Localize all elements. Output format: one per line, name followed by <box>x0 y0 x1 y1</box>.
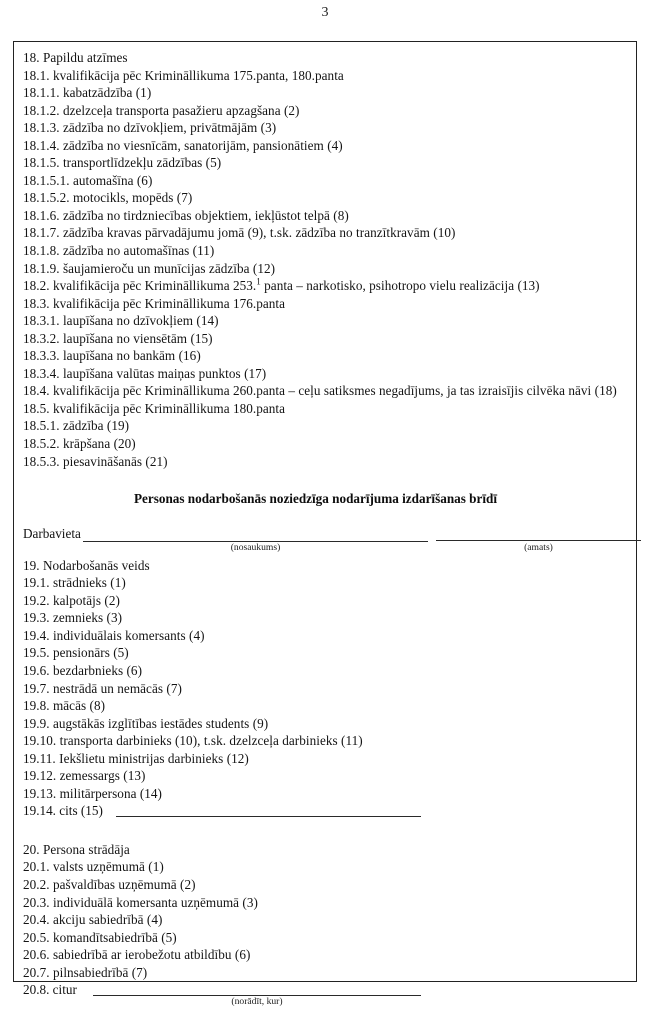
section-20-other-caption: (norādīt, kur) <box>231 996 283 1008</box>
workplace-name-caption: (nosaukums) <box>230 541 281 553</box>
list-item: 19.1. strādnieks (1) <box>23 575 126 591</box>
list-item: 18.1.5.2. motocikls, mopēds (7) <box>23 190 193 206</box>
list-item: 20.6. sabiedrībā ar ierobežotu atbildību (6) <box>23 947 251 963</box>
workplace-position-caption: (amats) <box>524 541 553 553</box>
form-content <box>14 42 636 1011</box>
section-19-title: 19. Nodarbošanās veids <box>23 557 150 573</box>
workplace-field-row <box>23 525 628 557</box>
list-item: 18.1.3. zādzība no dzīvokļiem, privātmājām (3) <box>23 120 277 136</box>
section-20-other-row <box>23 981 628 1011</box>
list-item: 18.1.9. šaujamieroču un munīcijas zādzība (12) <box>23 260 276 276</box>
page-number: 3 <box>321 5 329 20</box>
list-item: 18.5.2. krāpšana (20) <box>23 436 136 452</box>
list-item: 18.5. kvalifikācija pēc Krimināllikuma 180.panta <box>23 400 286 416</box>
section-19 <box>23 557 628 820</box>
section-20 <box>23 841 628 1011</box>
list-item: 19.13. militārpersona (14) <box>23 785 163 801</box>
list-item: 18.1.6. zādzība no tirdzniecības objektiem, iekļūstot telpā (8) <box>23 207 349 223</box>
list-item: 20.4. akciju sabiedrībā (4) <box>23 912 163 928</box>
list-item: 19.6. bezdarbnieks (6) <box>23 662 143 678</box>
list-item: 18.1.5.1. automašīna (6) <box>23 172 153 188</box>
list-item: 18.3. kvalifikācija pēc Krimināllikuma 176.panta <box>23 295 286 311</box>
list-item: 19.9. augstākās izglītības iestādes students (9) <box>23 715 269 731</box>
list-item: 18.1.5. transportlīdzekļu zādzības (5) <box>23 155 222 171</box>
list-item-suffix: panta – narkotisko, psihotropo vielu realizācija (13) <box>260 278 540 294</box>
section-spacer <box>23 820 628 841</box>
list-item: 19.2. kalpotājs (2) <box>23 592 120 608</box>
section-20-other-label: 20.8. citur <box>23 982 77 998</box>
list-item: 19.4. individuālais komersants (4) <box>23 627 205 643</box>
section-19-other-label: 19.14. cits (15) <box>23 803 103 819</box>
list-item: 18.1.4. zādzība no viesnīcām, sanatorijām, pansionātiem (4) <box>23 137 343 153</box>
list-item: 20.7. pilnsabiedrībā (7) <box>23 964 148 980</box>
list-item: 18.3.3. laupīšana no bankām (16) <box>23 348 201 364</box>
list-item: 20.1. valsts uzņēmumā (1) <box>23 859 164 875</box>
list-item: 18.1.7. zādzība kravas pārvadājumu jomā (9), t.sk. zādzība no tranzītkravām (10) <box>23 225 456 241</box>
list-item-18-2 <box>23 277 628 295</box>
list-item: 19.7. nestrādā un nemācās (7) <box>23 680 182 696</box>
list-item: 19.11. Iekšlietu ministrijas darbinieks (12) <box>23 750 249 766</box>
list-item: 18.1.8. zādzība no automašīnas (11) <box>23 243 215 259</box>
list-item: 19.3. zemnieks (3) <box>23 610 123 626</box>
section-18 <box>23 49 628 470</box>
section-20-title: 20. Persona strādāja <box>23 841 130 857</box>
list-item: 20.5. komandītsabiedrībā (5) <box>23 929 177 945</box>
list-item: 18.5.1. zādzība (19) <box>23 418 130 434</box>
form-frame <box>13 41 637 1008</box>
list-item: 18.5.3. piesavināšanās (21) <box>23 453 168 469</box>
list-item: 20.2. pašvaldības uzņēmumā (2) <box>23 876 196 892</box>
workplace-position-input-rule[interactable] <box>436 540 641 541</box>
list-item: 19.5. pensionārs (5) <box>23 645 129 661</box>
list-item-18-4: 18.4. kvalifikācija pēc Krimināllikuma 260.panta – ceļu satiksmes negadījums, ja tas izraisījis cilvēka nāvi (18) <box>23 383 617 399</box>
list-item: 18. Papildu atzīmes <box>23 50 128 65</box>
list-item: 18.1.2. dzelzceļa transporta pasažieru apzagšana (2) <box>23 102 300 118</box>
list-item: 18.3.2. laupīšana no viensētām (15) <box>23 330 213 346</box>
footnote-marker: 1 <box>256 276 261 287</box>
workplace-label: Darbavieta <box>23 525 81 541</box>
section-19-other-input-rule[interactable] <box>116 816 421 817</box>
list-item-prefix: 18.2. kvalifikācija pēc Krimināllikuma 253. <box>23 278 257 294</box>
section-19-other-row <box>23 802 628 820</box>
list-item: 18.1.1. kabatzādzība (1) <box>23 85 152 101</box>
list-item: 19.10. transporta darbinieks (10), t.sk. dzelzceļa darbinieks (11) <box>23 733 363 749</box>
list-item: 18.3.1. laupīšana no dzīvokļiem (14) <box>23 313 219 329</box>
list-item: 19.8. mācās (8) <box>23 698 106 714</box>
list-item: 19.12. zemessargs (13) <box>23 768 146 784</box>
section-heading: Personas nodarbošanās noziedzīga nodarījuma izdarīšanas brīdī <box>133 491 498 507</box>
list-item: 20.3. individuālā komersanta uzņēmumā (3) <box>23 894 258 910</box>
list-item: 18.1. kvalifikācija pēc Krimināllikuma 175.panta, 180.panta <box>23 67 344 83</box>
list-item: 18.3.4. laupīšana valūtas maiņas punktos (17) <box>23 365 267 381</box>
